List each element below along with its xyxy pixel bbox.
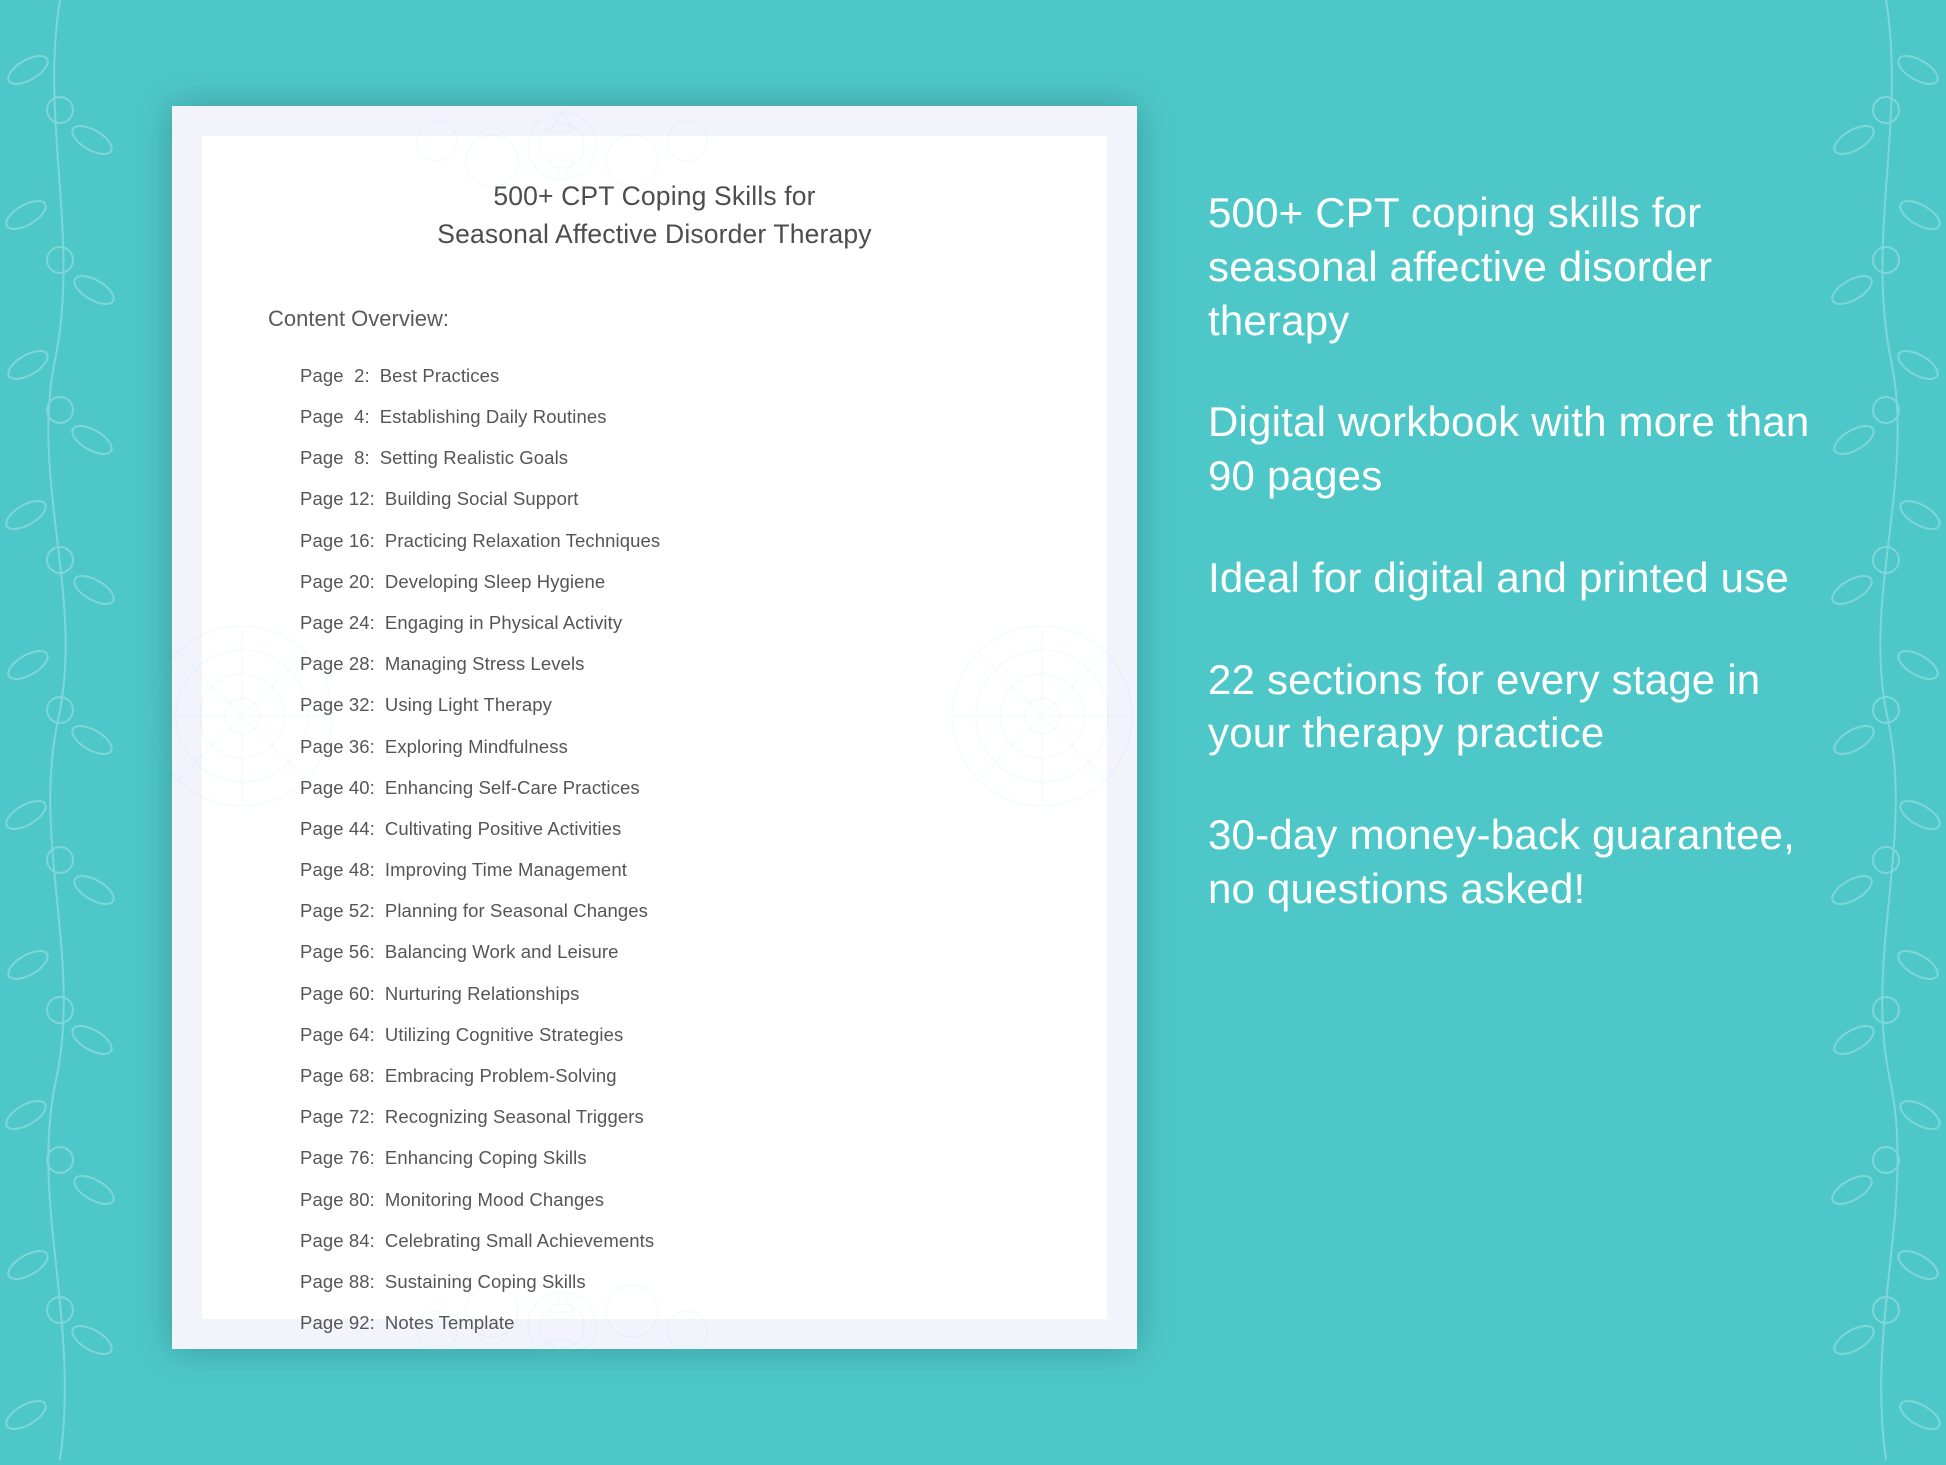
toc-item-title: Embracing Problem-Solving [384, 1065, 617, 1087]
toc-item-title: Notes Template [384, 1312, 515, 1334]
toc-item [262, 1014, 1047, 1055]
toc-item-title: Enhancing Self-Care Practices [384, 776, 640, 798]
toc-item [262, 1179, 1047, 1220]
toc-item-page: Page 32: [300, 694, 375, 716]
toc-item [262, 561, 1047, 602]
toc-item-page: Page 60: [300, 982, 375, 1004]
toc-item-title: Engaging in Physical Activity [384, 611, 623, 633]
toc-item-page: Page 48: [300, 859, 375, 881]
page-title [262, 178, 1047, 253]
toc-item-title: Best Practices [379, 364, 500, 386]
toc-item-page: Page 80: [300, 1188, 375, 1210]
marketing-block: 30-day money-back guarantee, no questions asked! [1208, 811, 1795, 912]
toc-item-page: Page 92: [300, 1312, 375, 1334]
toc-item [262, 808, 1047, 849]
toc-item-page: Page 44: [300, 817, 375, 839]
toc-item-title: Building Social Support [384, 488, 579, 510]
toc-item-title: Enhancing Coping Skills [384, 1147, 587, 1169]
floral-vine-icon [0, 0, 120, 1460]
toc-item-page: Page 76: [300, 1147, 375, 1169]
toc-item-title: Practicing Relaxation Techniques [384, 529, 661, 551]
toc-item [262, 685, 1047, 726]
marketing-block: 22 sections for every stage in your therapy practice [1208, 655, 1761, 757]
toc-item-title: Establishing Daily Routines [379, 406, 607, 428]
toc-item-title: Celebrating Small Achievements [384, 1229, 655, 1251]
toc-item [262, 1097, 1047, 1138]
toc-item [262, 1138, 1047, 1179]
toc-item [262, 1220, 1047, 1261]
toc-item-title: Exploring Mindfulness [384, 735, 568, 757]
toc-item [262, 973, 1047, 1014]
toc-item [262, 850, 1047, 891]
toc-item-title: Recognizing Seasonal Triggers [384, 1106, 644, 1128]
toc-item-title: Planning for Seasonal Changes [384, 900, 648, 922]
document-page [202, 136, 1107, 1334]
toc-item [262, 520, 1047, 561]
toc-item-page: Page 56: [300, 941, 375, 963]
toc-item [262, 602, 1047, 643]
toc-item-title: Developing Sleep Hygiene [384, 570, 606, 592]
page-title-line-1: 500+ CPT Coping Skills for [493, 181, 816, 211]
toc-item-page: Page 24: [300, 611, 375, 633]
toc-item [262, 438, 1047, 479]
page-title-line-2: Seasonal Affective Disorder Therapy [437, 218, 872, 249]
toc-item [262, 932, 1047, 973]
toc-item-page: Page 4: [300, 406, 370, 428]
toc-item-page: Page 12: [300, 488, 375, 510]
toc-item-title: Improving Time Management [384, 859, 627, 881]
marketing-block: Digital workbook with more than 90 pages [1208, 398, 1810, 499]
toc-item-page: Page 88: [300, 1270, 375, 1292]
toc-item [262, 396, 1047, 437]
toc-item-title: Managing Stress Levels [384, 653, 585, 675]
document-content [202, 136, 1107, 1344]
toc-item [262, 1303, 1047, 1344]
toc-item-page: Page 64: [300, 1023, 375, 1045]
toc-item-page: Page 72: [300, 1106, 375, 1128]
toc-item-page: Page 52: [300, 900, 375, 922]
toc-item [262, 1055, 1047, 1096]
toc-item [262, 767, 1047, 808]
toc-item [262, 726, 1047, 767]
marketing-block: Ideal for digital and printed use [1208, 553, 1789, 601]
marketing-block: 500+ CPT coping skills for seasonal affective disorder therapy [1208, 189, 1713, 344]
toc-item-page: Page 40: [300, 776, 375, 798]
toc-item-page: Page 2: [300, 364, 370, 386]
toc-item-page: Page 20: [300, 570, 375, 592]
toc-item-title: Monitoring Mood Changes [384, 1188, 605, 1210]
toc-item-page: Page 8: [300, 447, 370, 469]
toc-item-title: Setting Realistic Goals [379, 447, 569, 469]
toc-item-title: Balancing Work and Leisure [384, 941, 619, 963]
toc-item-title: Sustaining Coping Skills [384, 1270, 586, 1292]
toc-item [262, 891, 1047, 932]
toc-item-page: Page 84: [300, 1229, 375, 1251]
toc-item-title: Cultivating Positive Activities [384, 817, 622, 839]
toc-item [262, 644, 1047, 685]
marketing-copy [1208, 186, 1848, 916]
toc-item-page: Page 36: [300, 735, 375, 757]
toc-item-title: Utilizing Cognitive Strategies [384, 1023, 624, 1045]
toc-item [262, 479, 1047, 520]
toc-item-title: Nurturing Relationships [384, 982, 580, 1004]
toc-item [262, 355, 1047, 396]
toc-item-page: Page 16: [300, 529, 375, 551]
toc-item [262, 1261, 1047, 1302]
content-overview-label: Content Overview: [268, 306, 449, 332]
toc-item-page: Page 28: [300, 653, 375, 675]
floral-border-left [0, 0, 120, 1460]
toc-item-page: Page 68: [300, 1065, 375, 1087]
table-of-contents [262, 355, 1047, 1344]
toc-item-title: Using Light Therapy [384, 694, 553, 716]
